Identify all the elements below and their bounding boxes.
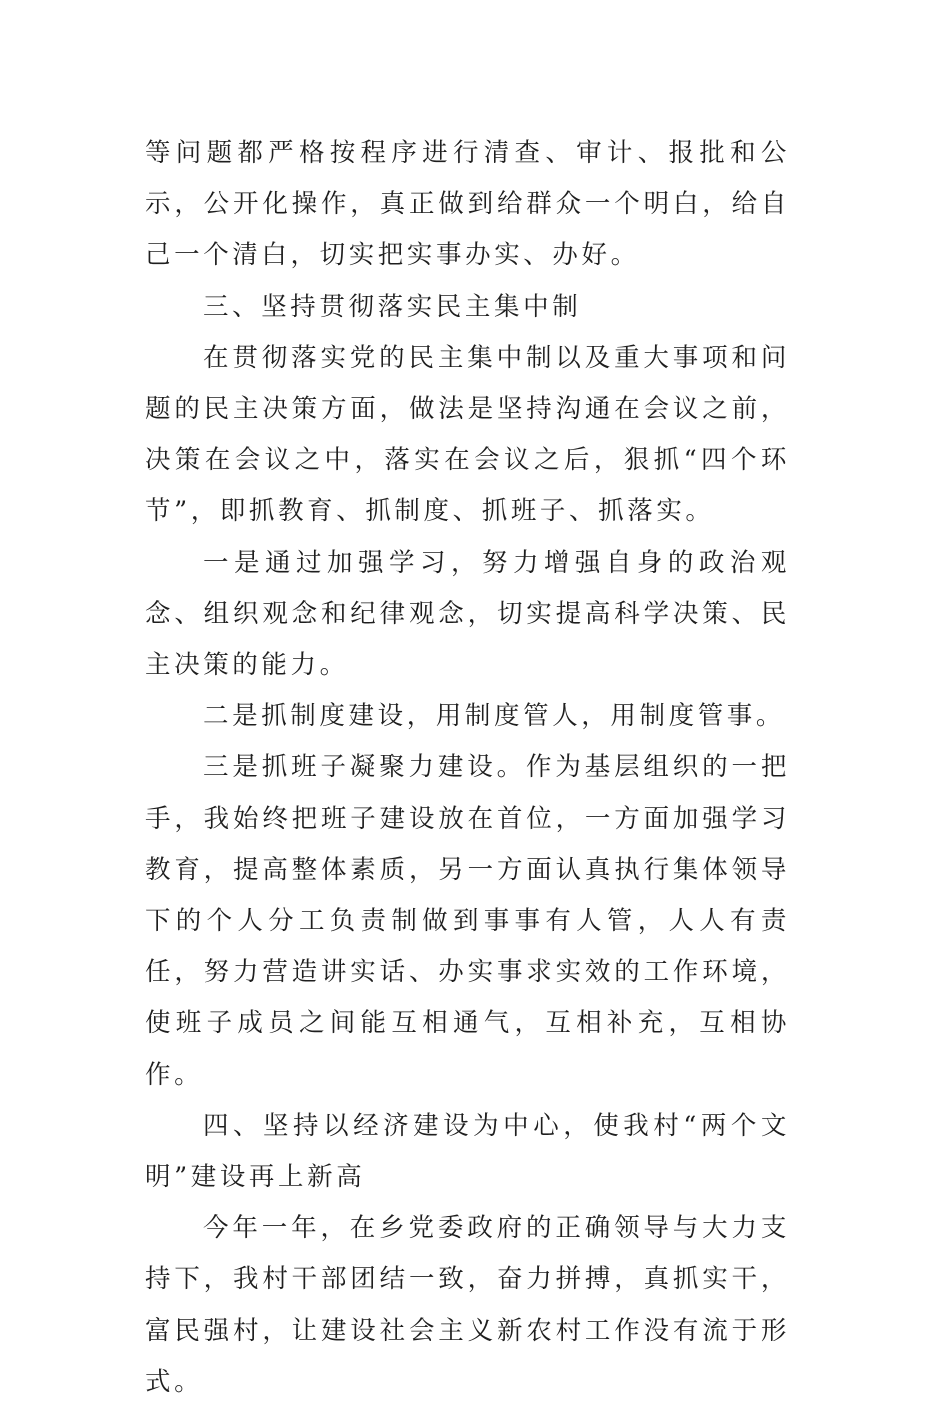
paragraph-point-1: 一是通过加强学习，努力增强自身的政治观念、组织观念和纪律观念，切实提高科学决策、民主决策的能力。 <box>145 547 790 681</box>
paragraph-continuation: 等问题都严格按程序进行清查、审计、报批和公示，公开化操作，真正做到给群众一个明白，给自己一个清白，切实把实事办实、办好。 <box>145 138 790 271</box>
paragraph-point-2: 二是抓制度建设，用制度管人，用制度管事。 <box>203 701 786 732</box>
paragraph-economic-summary: 今年一年，在乡党委政府的正确领导与大力支持下，我村干部团结一致，奋力拼搏，真抓实干，富民强村，让建设社会主义新农村工作没有流于形式。 <box>145 1213 790 1397</box>
section-heading-4: 四、坚持以经济建设为中心，使我村“两个文明”建设再上新高 <box>145 1110 790 1193</box>
paragraph-point-3: 三是抓班子凝聚力建设。作为基层组织的一把手，我始终把班子建设放在首位，一方面加强学习教育，提高整体素质，另一方面认真执行集体领导下的个人分工负责制做到事事有人管，人人有责任，努力营造讲实话、办实事求实效的工作环境，使班子成员之间能互相通气，互相补充，互相协作。 <box>145 752 790 1090</box>
paragraph-democratic-centralism: 在贯彻落实党的民主集中制以及重大事项和问题的民主决策方面，做法是坚持沟通在会议之前，决策在会议之中，落实在会议之后，狠抓“四个环节”，即抓教育、抓制度、抓班子、抓落实。 <box>145 342 790 527</box>
section-heading-3: 三、坚持贯彻落实民主集中制 <box>203 291 582 322</box>
document-body <box>145 128 790 1408</box>
